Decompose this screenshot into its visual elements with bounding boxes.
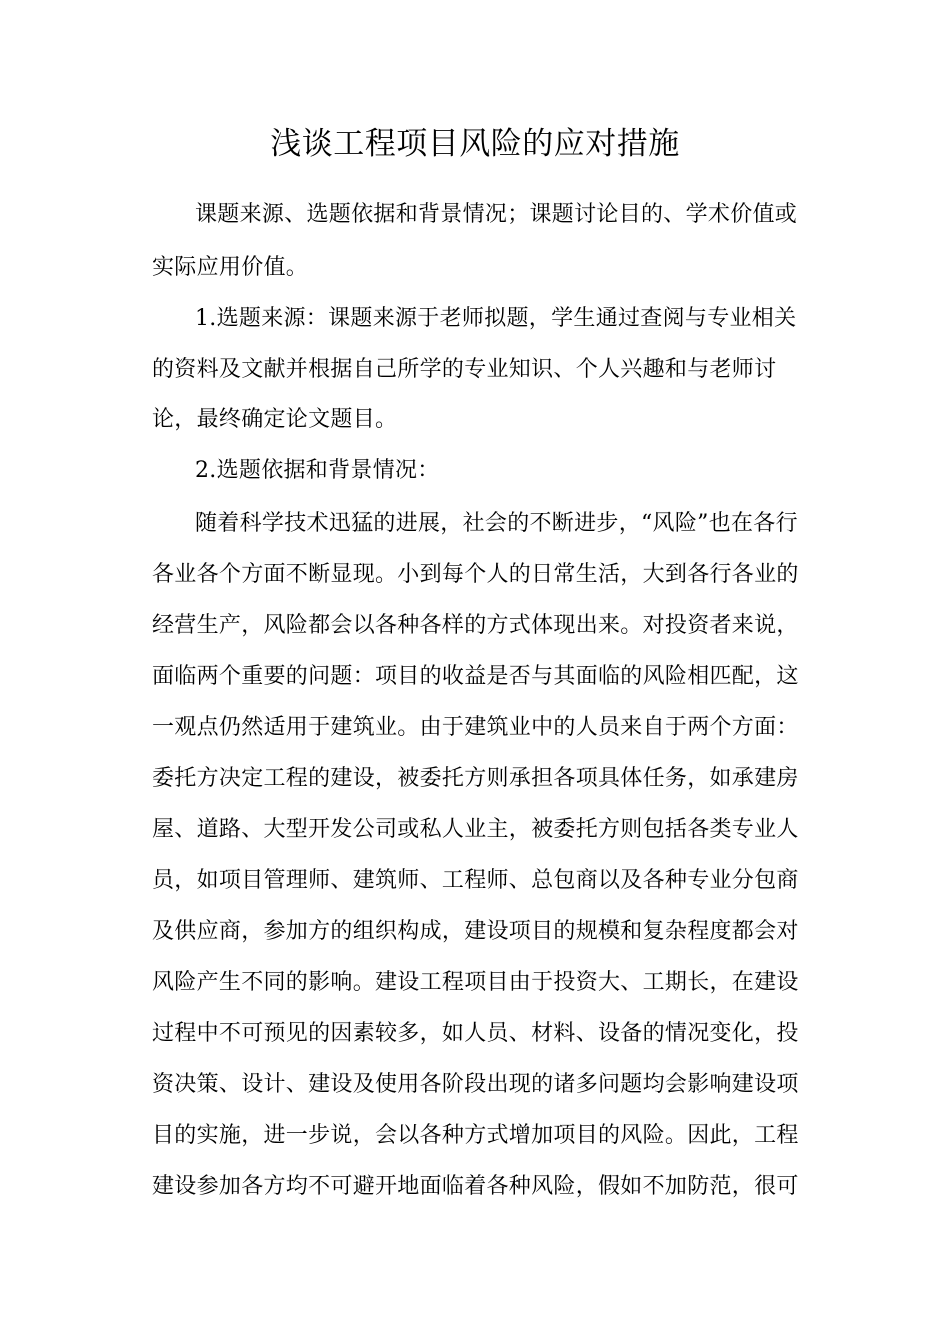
paragraph-line: 目的实施，进一步说，会以各种方式增加项目的风险。因此，工程 bbox=[152, 1123, 799, 1148]
paragraph-line: 随着科学技术迅猛的进展，社会的不断进步，“风险”也在各行 bbox=[195, 511, 798, 536]
paragraph-line: 面临两个重要的问题：项目的收益是否与其面临的风险相匹配，这 bbox=[152, 664, 799, 689]
paragraph-line: 各业各个方面不断显现。小到每个人的日常生活，大到各行各业的 bbox=[152, 562, 799, 587]
paragraph-line: 屋、道路、大型开发公司或私人业主，被委托方则包括各类专业人 bbox=[152, 817, 799, 842]
paragraph-line: 建设参加各方均不可避开地面临着各种风险，假如不加防范，很可 bbox=[152, 1174, 799, 1199]
paragraph-line: 经营生产，风险都会以各种各样的方式体现出来。对投资者来说， bbox=[152, 613, 799, 638]
paragraph-line: 1.选题来源：课题来源于老师拟题，学生通过查阅与专业相关 bbox=[195, 306, 797, 331]
paragraph-line: 员，如项目管理师、建筑师、工程师、总包商以及各种专业分包商 bbox=[152, 868, 799, 893]
paragraph-line: 论，最终确定论文题目。 bbox=[152, 407, 398, 432]
paragraph-line: 实际应用价值。 bbox=[152, 255, 309, 280]
paragraph-line: 过程中不可预见的因素较多，如人员、材料、设备的情况变化，投 bbox=[152, 1021, 799, 1046]
paragraph-line: 的资料及文献并根据自己所学的专业知识、个人兴趣和与老师讨 bbox=[152, 357, 777, 382]
paragraph-line: 课题来源、选题依据和背景情况；课题讨论目的、学术价值或 bbox=[195, 202, 798, 227]
paragraph-line: 委托方决定工程的建设，被委托方则承担各项具体任务，如承建房 bbox=[152, 766, 799, 791]
paragraph-line: 资决策、设计、建设及使用各阶段出现的诸多问题均会影响建设项 bbox=[152, 1072, 799, 1097]
paragraph-line: 一观点仍然适用于建筑业。由于建筑业中的人员来自于两个方面： bbox=[152, 715, 799, 740]
paragraph-line: 2.选题依据和背景情况： bbox=[195, 458, 440, 483]
document-title: 浅谈工程项目风险的应对措施 bbox=[270, 126, 680, 162]
paragraph-line: 及供应商，参加方的组织构成，建设项目的规模和复杂程度都会对 bbox=[152, 919, 799, 944]
paragraph-line: 风险产生不同的影响。建设工程项目由于投资大、工期长，在建设 bbox=[152, 970, 799, 995]
